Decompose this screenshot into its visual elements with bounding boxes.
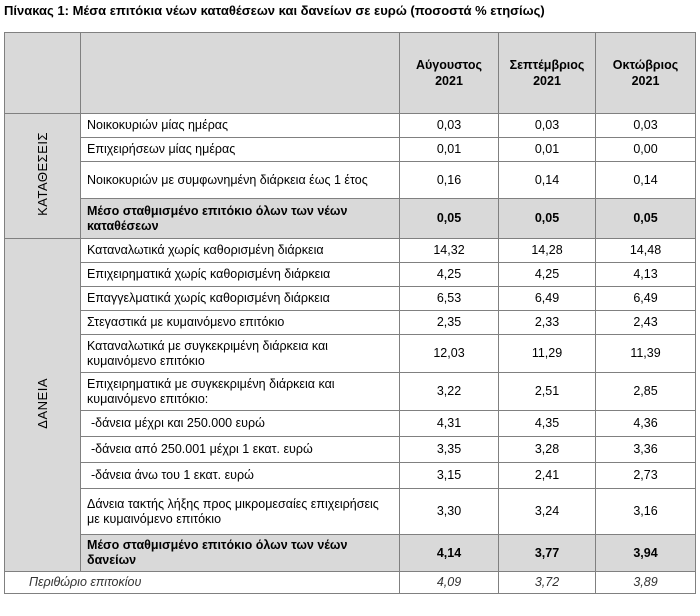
table-row [5,335,696,373]
cell-value: 3,30 [400,489,499,535]
cell-value: 2,41 [499,463,596,489]
cell-value: 4,13 [596,263,696,287]
table-row [5,114,696,138]
cell-value: 3,36 [596,437,696,463]
header-row [5,33,696,114]
row-label: -δάνεια μέχρι και 250.000 ευρώ [81,411,400,437]
row-label: Στεγαστικά με κυμαινόμενο επιτόκιο [81,311,400,335]
cell-value: 4,25 [499,263,596,287]
cell-value: 0,00 [596,138,696,162]
cell-value: 2,43 [596,311,696,335]
cell-value: 0,14 [596,162,696,199]
row-label: -δάνεια από 250.001 μέχρι 1 εκατ. ευρώ [81,437,400,463]
cell-value: 0,16 [400,162,499,199]
cell-value: 3,89 [596,572,696,594]
column-year: 2021 [435,74,463,88]
interest-margin-row [5,572,696,594]
cell-value: 4,14 [400,535,499,572]
column-header [400,33,499,114]
table-row [5,437,696,463]
table-row [5,138,696,162]
cell-value: 14,32 [400,239,499,263]
cell-value: 11,39 [596,335,696,373]
table-row [5,287,696,311]
deposits-vertical-label: ΚΑΤΑΘΕΣΕΙΣ [35,132,50,216]
cell-value: 12,03 [400,335,499,373]
cell-value: 6,49 [596,287,696,311]
row-label: Επιχειρηματικά χωρίς καθορισμένη διάρκεια [81,263,400,287]
cell-value: 3,28 [499,437,596,463]
cell-value: 3,24 [499,489,596,535]
cell-value: 2,85 [596,373,696,411]
cell-value: 3,35 [400,437,499,463]
cell-value: 14,28 [499,239,596,263]
cell-value: 4,35 [499,411,596,437]
cell-value: 3,94 [596,535,696,572]
row-label: Επιχειρηματικά με συγκεκριμένη διάρκεια και κυμαινόμενο επιτόκιο: [81,373,400,411]
row-label: Μέσο σταθμισμένο επιτόκιο όλων των νέων δανείων [81,535,400,572]
header-empty-cell [5,33,81,114]
cell-value: 2,33 [499,311,596,335]
row-label: Επιχειρήσεων μίας ημέρας [81,138,400,162]
loans-average-row [5,535,696,572]
cell-value: 0,14 [499,162,596,199]
loans-section-label [5,239,81,572]
cell-value: 4,25 [400,263,499,287]
cell-value: 3,16 [596,489,696,535]
cell-value: 2,35 [400,311,499,335]
column-year: 2021 [533,74,561,88]
cell-value: 0,05 [596,199,696,239]
cell-value: 3,15 [400,463,499,489]
row-label: -δάνεια άνω του 1 εκατ. ευρώ [81,463,400,489]
row-label: Δάνεια τακτής λήξης προς μικρομεσαίες επιχειρήσεις με κυμαινόμενο επιτόκιο [81,489,400,535]
cell-value: 4,31 [400,411,499,437]
row-label: Καταναλωτικά χωρίς καθορισμένη διάρκεια [81,239,400,263]
column-year: 2021 [631,74,660,88]
table-row [5,263,696,287]
table-row [5,239,696,263]
column-month: Σεπτέμβριος [509,58,585,72]
table-row [5,311,696,335]
column-header [499,33,596,114]
deposits-section-label [5,114,81,239]
cell-value: 11,29 [499,335,596,373]
row-label: Επαγγελματικά χωρίς καθορισμένη διάρκεια [81,287,400,311]
cell-value: 0,05 [400,199,499,239]
cell-value: 6,49 [499,287,596,311]
row-label: Νοικοκυριών με συμφωνημένη διάρκεια έως 1 έτος [81,162,400,199]
loans-vertical-label: ΔΑΝΕΙΑ [35,377,50,429]
column-month: Αύγουστος [415,58,483,72]
header-label-cell [81,33,400,114]
row-label: Περιθώριο επιτοκίου [5,572,400,594]
cell-value: 14,48 [596,239,696,263]
cell-value: 6,53 [400,287,499,311]
row-label: Καταναλωτικά με συγκεκριμένη διάρκεια και κυμαινόμενο επιτόκιο [81,335,400,373]
cell-value: 0,05 [499,199,596,239]
cell-value: 0,03 [596,114,696,138]
interest-rates-table [4,32,696,594]
cell-value: 4,09 [400,572,499,594]
table-title: Πίνακας 1: Μέσα επιτόκια νέων καταθέσεων και δανείων σε ευρώ (ποσοστά % ετησίως) [4,3,545,18]
cell-value: 2,51 [499,373,596,411]
table-row [5,463,696,489]
cell-value: 0,01 [400,138,499,162]
table-row [5,373,696,411]
row-label: Νοικοκυριών μίας ημέρας [81,114,400,138]
cell-value: 3,77 [499,535,596,572]
row-label: Μέσο σταθμισμένο επιτόκιο όλων των νέων καταθέσεων [81,199,400,239]
table-row [5,162,696,199]
cell-value: 0,01 [499,138,596,162]
cell-value: 3,72 [499,572,596,594]
cell-value: 0,03 [499,114,596,138]
table-row [5,489,696,535]
cell-value: 3,22 [400,373,499,411]
deposits-average-row [5,199,696,239]
cell-value: 4,36 [596,411,696,437]
cell-value: 0,03 [400,114,499,138]
table-row [5,411,696,437]
column-header [596,33,696,114]
column-month: Οκτώβριος [612,58,679,72]
cell-value: 2,73 [596,463,696,489]
